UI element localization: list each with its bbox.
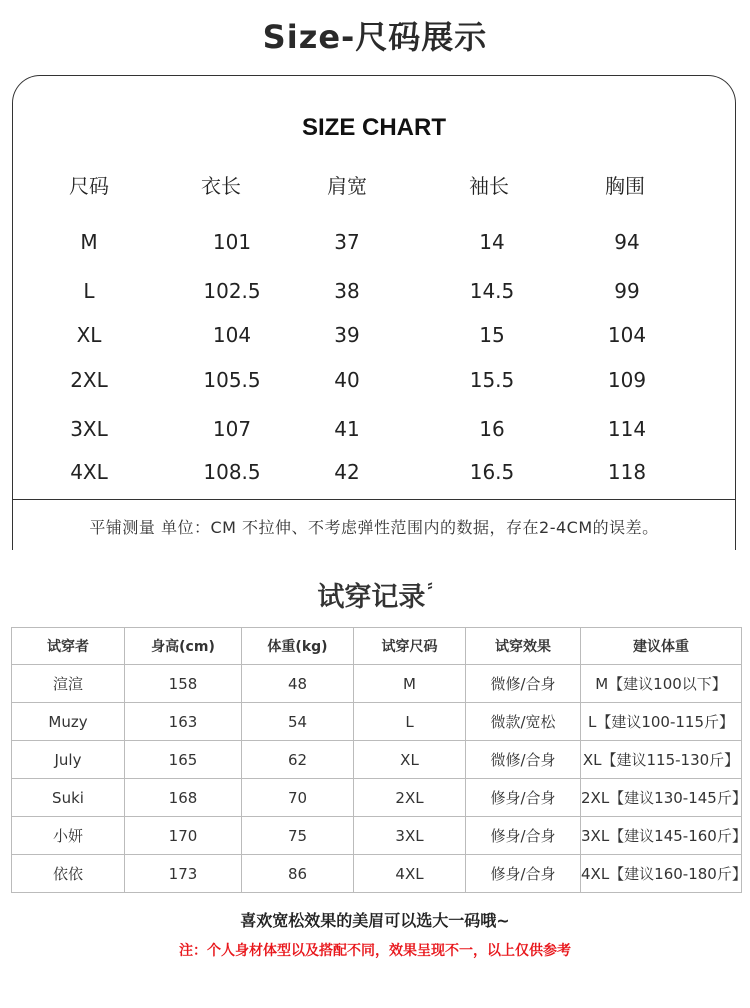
- page-title: Size-尺码展示: [262, 18, 488, 56]
- recommend-note: 喜欢宽松效果的美眉可以选大一码哦~: [240, 911, 510, 930]
- size-chart-panel: [12, 75, 736, 550]
- size-cell: 15.5: [469, 368, 515, 392]
- size-cell: 42: [334, 460, 360, 484]
- table-cell: 163: [125, 703, 242, 741]
- table-cell: 86: [242, 855, 354, 893]
- size-cell: 118: [607, 460, 647, 484]
- size-cell: 4XL: [70, 460, 108, 484]
- table-cell: 修身/合身: [466, 855, 581, 893]
- table-cell: 微款/宽松: [466, 703, 581, 741]
- table-cell: 2XL【建议130-145斤】: [581, 779, 742, 817]
- tryon-table: [11, 627, 747, 893]
- table-cell: 54: [242, 703, 354, 741]
- size-cell: L: [83, 279, 95, 303]
- tryon-header-tester: 试穿者: [12, 628, 125, 665]
- table-cell: 修身/合身: [466, 817, 581, 855]
- tryon-header-row: [12, 628, 742, 665]
- table-cell: M【建议100以下】: [581, 665, 742, 703]
- table-cell: 渲渲: [12, 665, 125, 703]
- table-cell: 168: [125, 779, 242, 817]
- size-cell: 114: [607, 417, 647, 441]
- size-cell: 40: [334, 368, 360, 392]
- tryon-header-size: 试穿尺码: [354, 628, 466, 665]
- table-row: [12, 741, 742, 779]
- table-cell: Suki: [12, 779, 125, 817]
- size-cell: 104: [212, 323, 252, 347]
- size-cell: 102.5: [203, 279, 261, 303]
- size-cell: M: [80, 230, 98, 254]
- table-cell: L【建议100-115斤】: [581, 703, 742, 741]
- header-chest: 胸围: [605, 174, 645, 198]
- size-cell: 104: [607, 323, 647, 347]
- size-cell: 2XL: [70, 368, 108, 392]
- tryon-heading-text: 试穿记录: [317, 582, 426, 613]
- disclaimer-note: 注：个人身材体型以及搭配不同，效果呈现不一，以上仅供参考: [179, 943, 571, 959]
- size-cell: 105.5: [203, 368, 261, 392]
- header-length: 衣长: [201, 174, 241, 198]
- size-cell: 41: [334, 417, 360, 441]
- tryon-heading: [0, 575, 750, 614]
- size-cell: 14.5: [469, 279, 515, 303]
- size-cell: 109: [607, 368, 647, 392]
- sparkle-icon: ⸗: [427, 575, 433, 594]
- table-cell: 158: [125, 665, 242, 703]
- size-cell: 3XL: [70, 417, 108, 441]
- table-cell: L: [354, 703, 466, 741]
- size-cell: XL: [76, 323, 102, 347]
- header-size: 尺码: [69, 174, 109, 198]
- size-cell: 39: [334, 323, 360, 347]
- table-cell: 小妍: [12, 817, 125, 855]
- table-cell: 3XL【建议145-160斤】: [581, 817, 742, 855]
- table-cell: 4XL【建议160-180斤】: [581, 855, 742, 893]
- table-cell: 48: [242, 665, 354, 703]
- table-cell: 75: [242, 817, 354, 855]
- size-cell: 14: [479, 230, 505, 254]
- table-cell: 70: [242, 779, 354, 817]
- table-cell: 微修/合身: [466, 741, 581, 779]
- table-cell: 62: [242, 741, 354, 779]
- table-cell: 微修/合身: [466, 665, 581, 703]
- size-cell: 37: [334, 230, 360, 254]
- table-cell: 3XL: [354, 817, 466, 855]
- size-cell: 15: [479, 323, 505, 347]
- size-chart-heading: SIZE CHART: [302, 114, 446, 141]
- size-cell: 94: [614, 230, 640, 254]
- header-shoulder: 肩宽: [327, 174, 367, 198]
- table-cell: Muzy: [12, 703, 125, 741]
- size-cell: 99: [614, 279, 640, 303]
- tryon-header-suggest: 建议体重: [581, 628, 742, 665]
- size-chart-footnote: 平铺测量 单位：CM 不拉伸、不考虑弹性范围内的数据，存在2-4CM的误差。: [89, 518, 659, 537]
- table-row: [12, 817, 742, 855]
- table-row: [12, 665, 742, 703]
- header-sleeve: 袖长: [469, 174, 509, 198]
- size-cell: 16.5: [469, 460, 515, 484]
- table-cell: XL【建议115-130斤】: [581, 741, 742, 779]
- size-cell: 16: [479, 417, 505, 441]
- size-cell: 38: [334, 279, 360, 303]
- table-cell: 修身/合身: [466, 779, 581, 817]
- table-row: [12, 855, 742, 893]
- table-row: [12, 703, 742, 741]
- tryon-header-weight: 体重(kg): [242, 628, 354, 665]
- table-cell: 165: [125, 741, 242, 779]
- table-cell: July: [12, 741, 125, 779]
- size-cell: 107: [212, 417, 252, 441]
- table-cell: 2XL: [354, 779, 466, 817]
- table-cell: M: [354, 665, 466, 703]
- size-cell: 108.5: [203, 460, 261, 484]
- table-row: [12, 779, 742, 817]
- size-cell: 101: [212, 230, 252, 254]
- table-cell: 173: [125, 855, 242, 893]
- table-cell: XL: [354, 741, 466, 779]
- tryon-header-height: 身高(cm): [125, 628, 242, 665]
- table-cell: 4XL: [354, 855, 466, 893]
- table-cell: 依依: [12, 855, 125, 893]
- size-chart-divider: [13, 499, 735, 500]
- tryon-header-effect: 试穿效果: [466, 628, 581, 665]
- table-cell: 170: [125, 817, 242, 855]
